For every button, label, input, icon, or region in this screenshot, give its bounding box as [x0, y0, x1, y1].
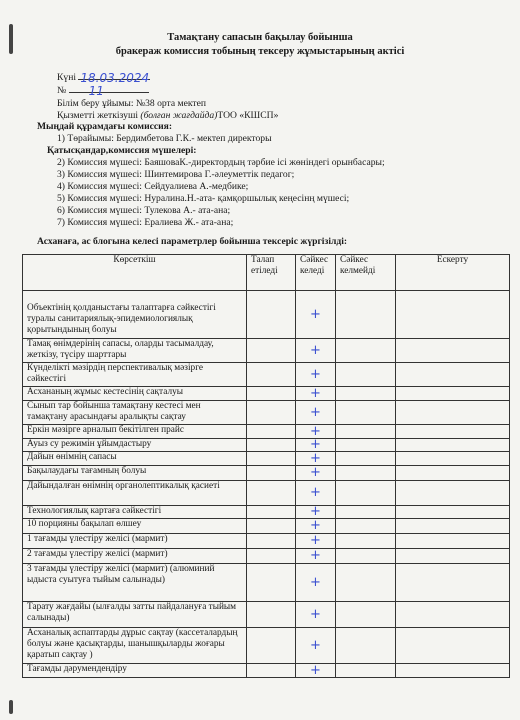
number-value: 11: [88, 84, 104, 98]
compliant-mark-cell: [296, 466, 336, 481]
note-cell: [396, 291, 510, 339]
supplier-note: (болған жағдайда): [140, 110, 218, 121]
member-line: 3) Комиссия мүшесі: Шинтемирова Г.-әлеуметтік педагог;: [57, 169, 295, 180]
required-cell: [247, 387, 296, 401]
required-cell: [247, 519, 296, 534]
note-cell: [396, 549, 510, 564]
table-row: [23, 664, 510, 678]
table-row: [23, 481, 510, 506]
table-row: [23, 425, 510, 439]
indicator-cell: Бақылаудағы тағамның болуы: [23, 466, 247, 481]
required-cell: [247, 664, 296, 678]
check-plus-mark: +: [310, 662, 321, 678]
table-row: [23, 363, 510, 387]
noncompliant-cell: [336, 439, 396, 452]
compliant-mark-cell: [296, 602, 336, 628]
table-header-row: [23, 255, 510, 291]
indicator-cell: Еркін мәзірге арналып бекітілген прайс: [23, 425, 247, 439]
indicator-cell: 2 тағамды үлестіру желісі (мармит): [23, 549, 247, 564]
check-plus-mark: +: [310, 504, 321, 520]
noncompliant-cell: [336, 363, 396, 387]
table-row: [23, 291, 510, 339]
required-cell: [247, 339, 296, 363]
indicator-cell: Технологиялық картаға сәйкестігі: [23, 506, 247, 519]
check-plus-mark: +: [310, 548, 321, 564]
indicator-cell: Асхананың жұмыс кестесінің сақталуы: [23, 387, 247, 401]
punch-hole-mark: [9, 700, 13, 714]
indicator-cell: 10 порцияны бақылап өлшеу: [23, 519, 247, 534]
table-row: [23, 564, 510, 602]
date-value: 18.03.2024: [80, 71, 150, 85]
compliant-mark-cell: [296, 664, 336, 678]
compliant-mark-cell: [296, 506, 336, 519]
check-plus-mark: +: [310, 606, 321, 622]
document-title-line-2: бракераж комиссия тобының тексеру жұмыстарының актісі: [115, 46, 405, 57]
check-plus-mark: +: [310, 485, 321, 501]
note-cell: [396, 481, 510, 506]
indicator-cell: Объектінің қолданыстағы талаптарға сәйкестігі туралы санитариялық-эпидемиологиялық қорытындының болуы: [23, 291, 247, 339]
member-line: 5) Комиссия мүшесі: Нуралина.Н.-ата- қамқоршылық кеңесінң мүшесі;: [57, 193, 350, 204]
document-title-line-1: Тамақтану сапасын бақылау бойынша: [167, 32, 353, 43]
check-plus-mark: +: [310, 637, 321, 653]
noncompliant-cell: [336, 602, 396, 628]
compliant-mark-cell: [296, 339, 336, 363]
note-cell: [396, 387, 510, 401]
table-row: [23, 549, 510, 564]
table-row: [23, 339, 510, 363]
required-cell: [247, 363, 296, 387]
required-cell: [247, 439, 296, 452]
note-cell: [396, 425, 510, 439]
check-plus-mark: +: [310, 533, 321, 549]
note-cell: [396, 401, 510, 425]
table-row: [23, 387, 510, 401]
compliant-mark-cell: [296, 291, 336, 339]
compliant-mark-cell: [296, 534, 336, 549]
column-header-indicator: Көрсеткіш: [23, 255, 247, 291]
note-cell: [396, 602, 510, 628]
date-label: Күні: [57, 72, 76, 83]
column-header-note: Ескерту: [396, 255, 510, 291]
check-plus-mark: +: [310, 404, 321, 420]
check-plus-mark: +: [310, 450, 321, 466]
indicator-cell: 3 тағамды үлестіру желісі (мармит) (алюминий ыдыста суытуға тыйым салынады): [23, 564, 247, 602]
org-line: Білім беру ұйымы: №38 орта мектеп: [57, 98, 206, 109]
supplier-line: [57, 110, 278, 121]
table-row: [23, 534, 510, 549]
required-cell: [247, 506, 296, 519]
required-cell: [247, 534, 296, 549]
check-plus-mark: +: [310, 574, 321, 590]
indicator-cell: 1 тағамды үлестіру желісі (мармит): [23, 534, 247, 549]
indicator-cell: Тарату жағдайы (ылғалды затты пайдалануға тыйым салынады): [23, 602, 247, 628]
table-row: [23, 628, 510, 664]
column-header-noncompliant: Сәйкес келмейді: [336, 255, 396, 291]
noncompliant-cell: [336, 339, 396, 363]
compliant-mark-cell: [296, 549, 336, 564]
check-plus-mark: +: [310, 518, 321, 534]
required-cell: [247, 481, 296, 506]
check-plus-mark: +: [310, 437, 321, 453]
indicator-cell: Күнделікті мәзірдің перспективалық мәзірге сәйкестігі: [23, 363, 247, 387]
noncompliant-cell: [336, 481, 396, 506]
required-cell: [247, 628, 296, 664]
compliant-mark-cell: [296, 387, 336, 401]
note-cell: [396, 506, 510, 519]
required-cell: [247, 425, 296, 439]
required-cell: [247, 466, 296, 481]
table-row: [23, 401, 510, 425]
table-row: [23, 439, 510, 452]
note-cell: [396, 519, 510, 534]
date-row: [57, 72, 150, 83]
required-cell: [247, 549, 296, 564]
check-plus-mark: +: [310, 385, 321, 401]
noncompliant-cell: [336, 401, 396, 425]
indicator-cell: Дайын өнімнің сапасы: [23, 452, 247, 466]
member-line: 4) Комиссия мүшесі: Сейдуалиева А.-медбике;: [57, 181, 249, 192]
check-plus-mark: +: [310, 306, 321, 322]
number-field: [69, 84, 149, 98]
check-plus-mark: +: [310, 366, 321, 382]
note-cell: [396, 466, 510, 481]
compliant-mark-cell: [296, 628, 336, 664]
compliant-mark-cell: [296, 519, 336, 534]
supplier-label: Қызметті жеткізуші: [57, 110, 138, 121]
table-row: [23, 466, 510, 481]
table-row: [23, 506, 510, 519]
indicator-cell: Тамақ өнімдерінің сапасы, оларды тасымалдау, жеткізу, түсіру шарттары: [23, 339, 247, 363]
noncompliant-cell: [336, 425, 396, 439]
noncompliant-cell: [336, 549, 396, 564]
table-row: [23, 519, 510, 534]
number-row: [57, 85, 149, 96]
noncompliant-cell: [336, 519, 396, 534]
inspection-heading: Асханаға, ас блогына келесі параметрлер бойынша тексеріс жүргізілді:: [37, 236, 348, 247]
commission-heading: Мыңдай құрамдағы комиссия:: [37, 121, 173, 132]
noncompliant-cell: [336, 628, 396, 664]
note-cell: [396, 452, 510, 466]
noncompliant-cell: [336, 452, 396, 466]
required-cell: [247, 564, 296, 602]
noncompliant-cell: [336, 564, 396, 602]
table-row: [23, 452, 510, 466]
compliant-mark-cell: [296, 425, 336, 439]
members-heading: Қатысқандар,комиссия мүшелері:: [47, 145, 197, 156]
number-label: №: [57, 85, 67, 96]
note-cell: [396, 339, 510, 363]
noncompliant-cell: [336, 291, 396, 339]
commission-chair: 1) Төрайымы: Бердимбетова Г.К.- мектеп директоры: [57, 133, 272, 144]
note-cell: [396, 439, 510, 452]
compliant-mark-cell: [296, 564, 336, 602]
member-line: 2) Комиссия мүшесі: БаяшоваК.-директордың тәрбие ісі жөніндегі орынбасары;: [57, 157, 385, 168]
supplier-value: ТОО «КШСП»: [217, 110, 279, 121]
compliant-mark-cell: [296, 439, 336, 452]
required-cell: [247, 401, 296, 425]
noncompliant-cell: [336, 466, 396, 481]
inspection-table: [22, 254, 510, 678]
indicator-cell: Дайындалған өнімнің органолептикалық қасиеті: [23, 481, 247, 506]
indicator-cell: Ауыз су режимін ұйымдастыру: [23, 439, 247, 452]
compliant-mark-cell: [296, 481, 336, 506]
required-cell: [247, 452, 296, 466]
noncompliant-cell: [336, 664, 396, 678]
member-line: 7) Комиссия мүшесі: Ералиева Ж.- ата-ана;: [57, 217, 234, 228]
member-line: 6) Комиссия мүшесі: Тулекова А.- ата-ана;: [57, 205, 231, 216]
note-cell: [396, 628, 510, 664]
date-field: [78, 71, 150, 85]
note-cell: [396, 534, 510, 549]
indicator-cell: Сынып тар бойынша тамақтану кестесі мен тамақтану арасындағы аралықты сақтау: [23, 401, 247, 425]
table-row: [23, 602, 510, 628]
indicator-cell: Асханалық аспаптарды дұрыс сақтау (кассеталардың болуы және қасықтарды, шанышқыларды жоғары қаратып сақтау ): [23, 628, 247, 664]
column-header-compliant: Сәйкес келеді: [296, 255, 336, 291]
column-header-required: Талап етіледі: [247, 255, 296, 291]
noncompliant-cell: [336, 506, 396, 519]
note-cell: [396, 664, 510, 678]
indicator-cell: Тағамды дәрумендендіру: [23, 664, 247, 678]
compliant-mark-cell: [296, 401, 336, 425]
compliant-mark-cell: [296, 363, 336, 387]
noncompliant-cell: [336, 387, 396, 401]
required-cell: [247, 291, 296, 339]
compliant-mark-cell: [296, 452, 336, 466]
check-plus-mark: +: [310, 423, 321, 439]
check-plus-mark: +: [310, 342, 321, 358]
note-cell: [396, 363, 510, 387]
note-cell: [396, 564, 510, 602]
required-cell: [247, 602, 296, 628]
noncompliant-cell: [336, 534, 396, 549]
check-plus-mark: +: [310, 465, 321, 481]
